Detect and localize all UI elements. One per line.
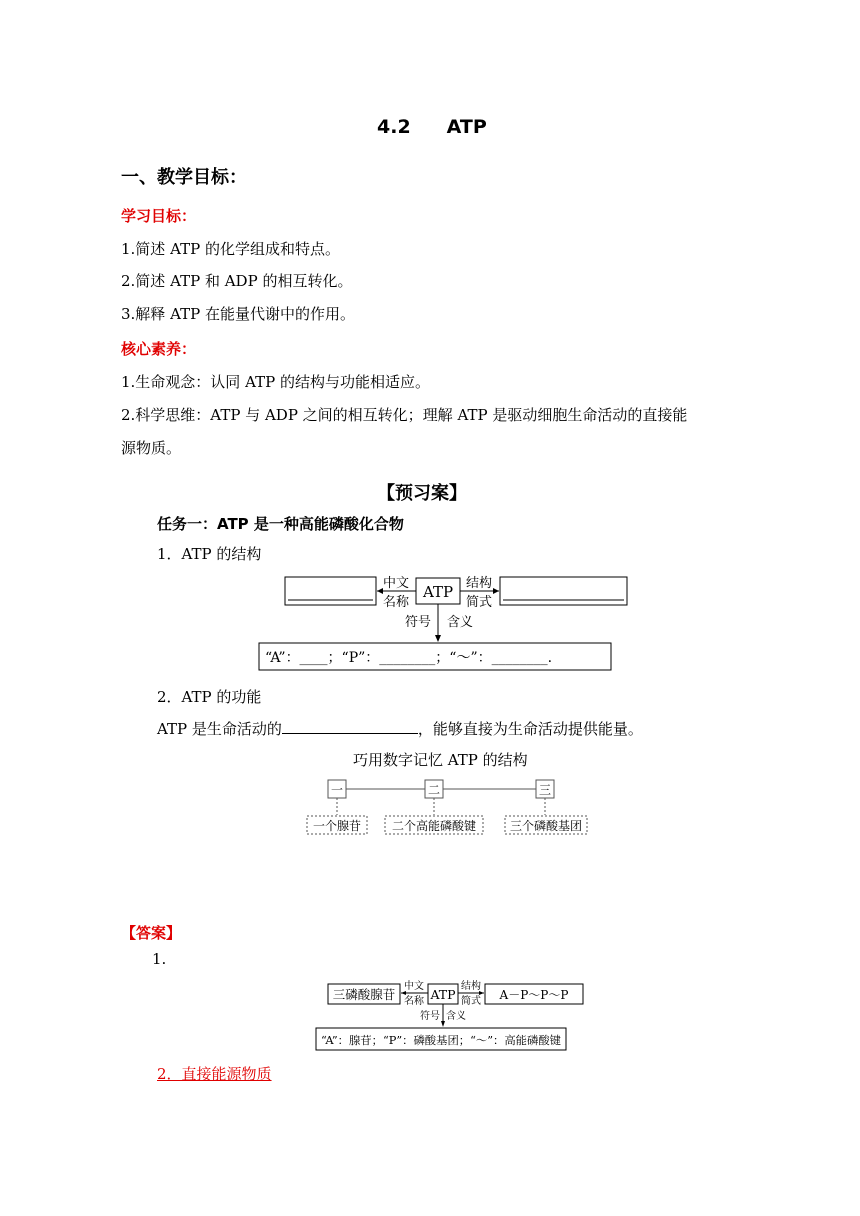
label-structure: 结构 (465, 576, 493, 591)
learning-goals-heading: 学习目标： (121, 207, 197, 225)
answer-heading: 【答案】 (121, 924, 182, 942)
answer-item2: 2．直接能源物质 (157, 1065, 272, 1083)
answer-label-name: 名称 (404, 996, 424, 1007)
memory-num-3: 三 (538, 783, 552, 797)
section-name: ATP (446, 116, 487, 138)
core-literacy-3: 源物质。 (121, 439, 182, 457)
answer-chinese-name: 三磷酸腺苷 (332, 987, 396, 1002)
answer-label-symbol: 符号 (420, 1011, 440, 1022)
memory-num-1: 一 (330, 783, 344, 797)
label-symbol: 符号 (404, 615, 432, 630)
answer-atp-center: ATP (430, 987, 456, 1002)
answer-num-1: 1. (152, 950, 167, 968)
answer-label-chinese: 中文 (404, 981, 424, 992)
label-formula: 简式 (465, 595, 493, 610)
atp-structure-diagram (255, 565, 635, 675)
memory-label-3: 三个磷酸基团 (509, 819, 583, 833)
task1-heading: 任务一：ATP 是一种高能磷酸化合物 (157, 515, 404, 533)
task1-item1: 1．ATP 的结构 (157, 545, 262, 563)
answer-label-formula: 简式 (461, 996, 481, 1007)
objectives-heading: 一、教学目标： (121, 167, 247, 188)
task1-item2: 2．ATP 的功能 (157, 688, 262, 706)
function-prefix: ATP 是生命活动的 (157, 720, 282, 738)
learning-goal-1: 1.简述 ATP 的化学组成和特点。 (121, 240, 340, 258)
core-literacy-heading: 核心素养： (121, 340, 197, 358)
answer-meaning: “A”：腺苷；“P”：磷酸基团；“～”：高能磷酸键 (321, 1034, 555, 1047)
memory-label-2: 二个高能磷酸键 (391, 819, 477, 833)
memory-title: 巧用数字记忆 ATP 的结构 (353, 751, 528, 769)
answer-label-structure: 结构 (461, 981, 481, 992)
core-literacy-1: 1.生命观念：认同 ATP 的结构与功能相适应。 (121, 373, 430, 391)
learning-goal-3: 3.解释 ATP 在能量代谢中的作用。 (121, 305, 355, 323)
memory-diagram (300, 778, 592, 840)
formula-box (500, 577, 627, 605)
label-chinese: 中文 (382, 576, 410, 591)
preview-heading: 【预习案】 (377, 483, 467, 504)
page-title (377, 116, 487, 138)
memory-label-1: 一个腺苷 (312, 819, 362, 833)
function-suffix: ，能够直接为生命活动提供能量。 (417, 720, 643, 738)
meaning-question: “A”：____；“P”：________；“～”：________. (265, 650, 553, 666)
answer-diagram (310, 972, 590, 1054)
section-number: 4.2 (377, 116, 411, 138)
function-blank (282, 719, 418, 734)
function-sentence (157, 718, 643, 739)
atp-center-label: ATP (422, 583, 454, 601)
learning-goal-2: 2.简述 ATP 和 ADP 的相互转化。 (121, 272, 353, 290)
answer-label-meaning: 含义 (446, 1011, 466, 1022)
core-literacy-2: 2.科学思维：ATP 与 ADP 之间的相互转化；理解 ATP 是驱动细胞生命活动的直接能 (121, 406, 688, 424)
chinese-name-box (285, 577, 376, 605)
answer-formula: A－P～P～P (499, 988, 569, 1002)
label-meaning: 含义 (446, 615, 474, 630)
memory-num-2: 二 (427, 783, 441, 797)
label-name: 名称 (382, 595, 410, 610)
